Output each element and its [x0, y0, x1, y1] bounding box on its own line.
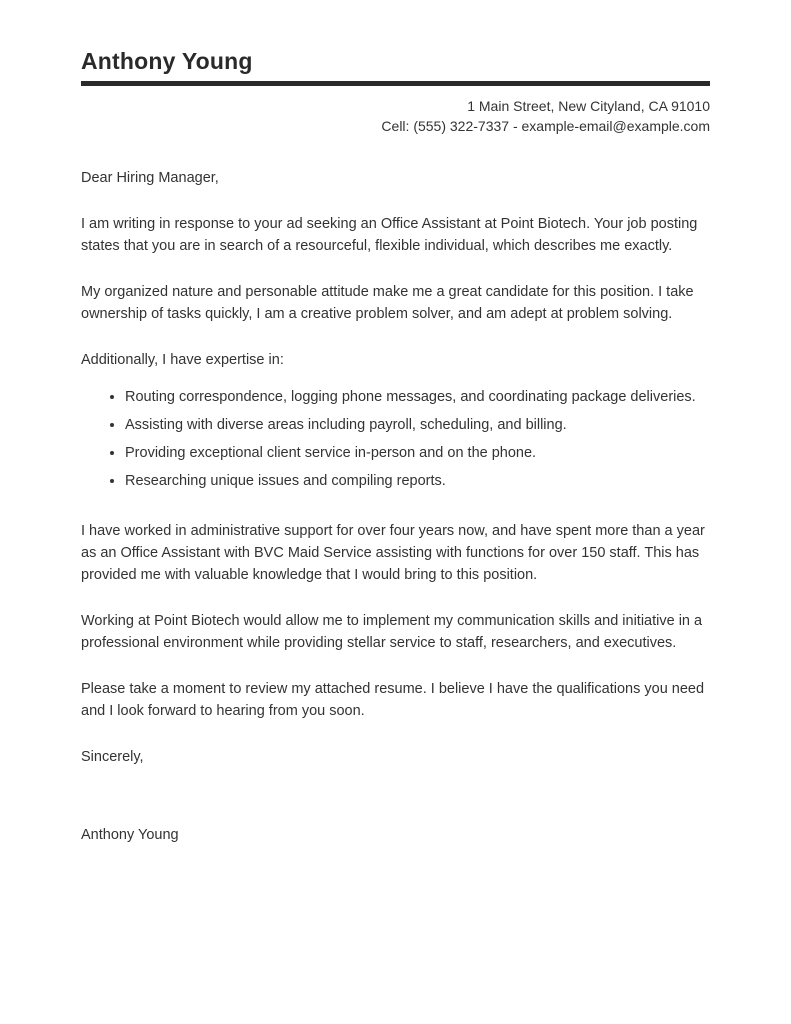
address-line: 1 Main Street, New Cityland, CA 91010 — [467, 98, 710, 114]
bullet-item: • Researching unique issues and compiling reports. — [125, 471, 710, 492]
salutation: Dear Hiring Manager, — [81, 169, 219, 186]
expertise-bullet-list — [81, 387, 710, 492]
signature-name: Anthony Young — [81, 827, 179, 844]
paragraph-intro: I am writing in response to your ad seeking an Office Assistant at Point Biotech. Your job posting states that you are in search of a resourceful, flexible individual, which describes me exactly. — [81, 215, 698, 254]
signoff: Sincerely, — [81, 749, 144, 766]
phone-email-line: Cell: (555) 322-7337 - example-email@example.com — [381, 118, 710, 135]
bullet-item: • Providing exceptional client service in-person and on the phone. — [125, 443, 710, 464]
bullet-item: • Routing correspondence, logging phone messages, and coordinating package deliveries. — [125, 387, 710, 408]
bullet-item: • Assisting with diverse areas including payroll, scheduling, and billing. — [125, 415, 710, 436]
contact-info-block — [81, 96, 710, 137]
paragraph-call-to-action: Please take a moment to review my attached resume. I believe I have the qualifications you need and I look forward to hearing from you soon. — [81, 681, 705, 720]
letter-author-name-heading: Anthony Young — [81, 48, 253, 74]
expertise-intro-line: Additionally, I have expertise in: — [81, 351, 284, 368]
paragraph-experience: I have worked in administrative support for over four years now, and have spent more than a year as an Office Assistant with BVC Maid Service assisting with functions for over 150 staff. This has provided me with valuable knowledge that I would bring to this position. — [81, 522, 705, 583]
letter-body — [81, 167, 710, 847]
paragraph-candidate-qualities: My organized nature and personable attitude make me a great candidate for this position. I take ownership of tasks quickly, I am a creative problem solver, and am adept at problem solving. — [81, 283, 694, 322]
paragraph-value-proposition: Working at Point Biotech would allow me to implement my communication skills and initiative in a professional environment while providing stellar service to staff, researchers, and executives. — [81, 612, 703, 651]
header-double-rule — [81, 81, 710, 86]
